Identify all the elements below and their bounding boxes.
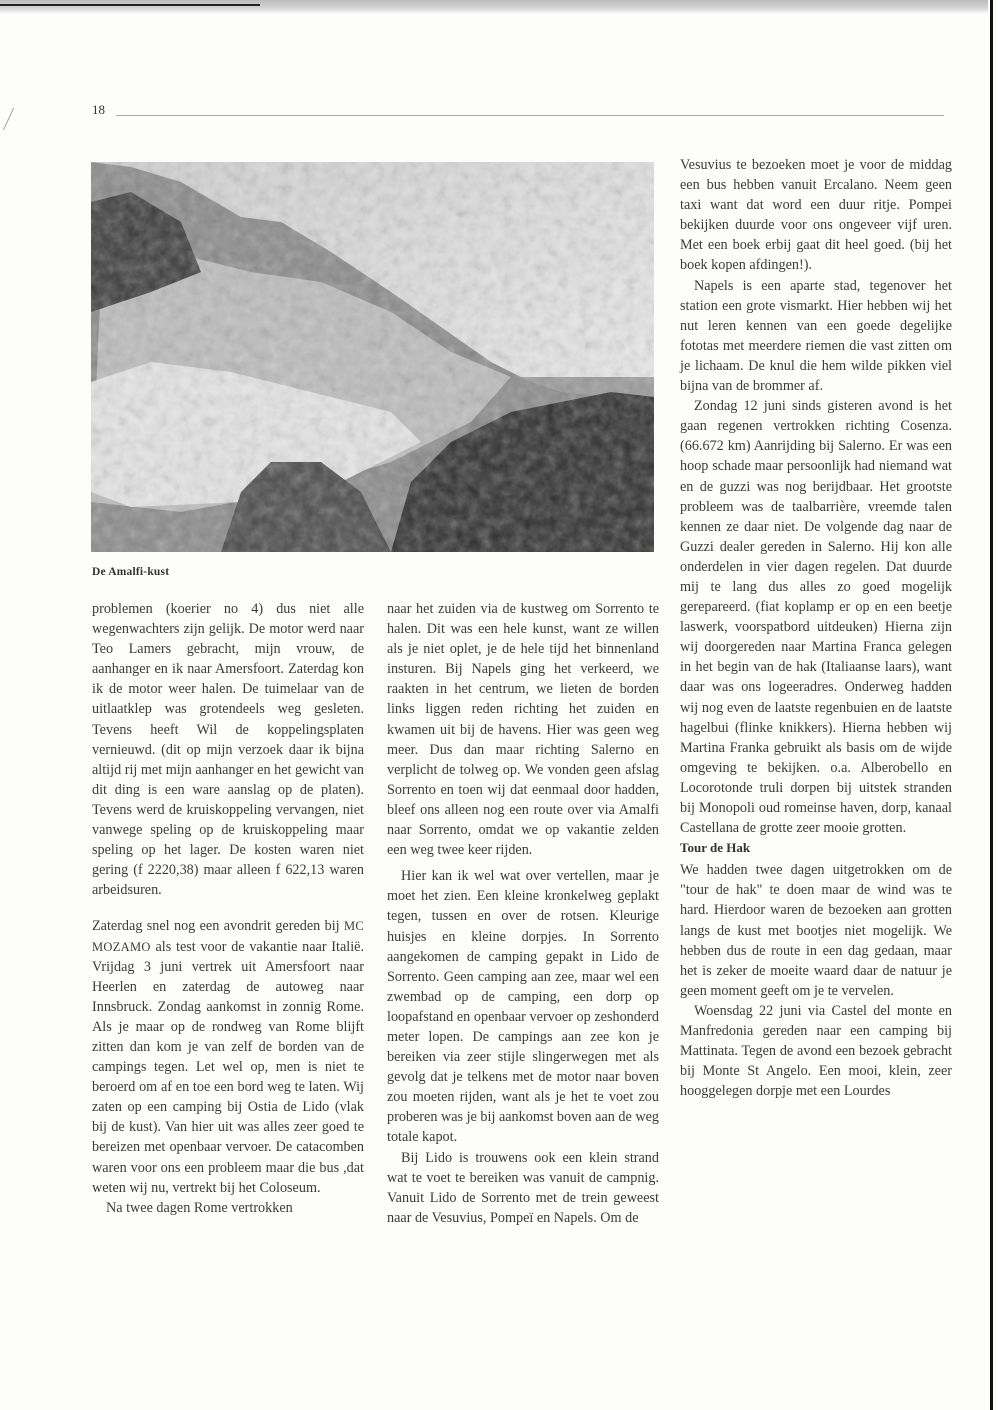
paragraph: Napels is een aparte stad, tegenover het station een grote vismarkt. Hier hebben wij het nut leren kennen van een goede degelijke fototas met meerdere riemen die vast zitten om je lichaam. De knul die hem wilde pikken viel bijna van de brommer af. bbox=[680, 277, 952, 395]
paragraph: Vesuvius te bezoeken moet je voor de middag een bus hebben vanuit Ercalano. Neem geen taxi want dat word een duur ritje. Pompei bekijken duurde voor ons ongeveer vijf uren. Met een boek erbij gaat dit heel goed. (bij het boek kopen afdingen!). bbox=[680, 157, 952, 274]
text-span: als test voor de vakantie naar Italië. Vrijdag 3 juni vertrek uit Amersfoort naar Heerlen en zaterdag de autoweg naar Innsbruck. Zondag aankomst in zonnig Rome. Als je maar op de rondweg van Rome blijft zitten dan kom je van zelf de borden van de campings tegen. Let wel op, men is niet te beroerd om af en toe een bord weg te laten. Wij zaten op een camping bij Ostia de Lido (vlak bij de kust). Van hier uit was alles zeer goed te bereizen met openbaar vervoer. De catacomben waren voor ons een probleem maar die bus ,dat weten wij nu, vertrekt bij het Coloseum. bbox=[92, 938, 364, 1196]
amalfi-coast-photo bbox=[91, 162, 654, 552]
text-span: Zaterdag snel nog een avondrit gereden bij bbox=[92, 918, 344, 935]
scan-mark bbox=[0, 108, 14, 130]
paragraph: Zondag 12 juni sinds gisteren avond is het gaan regenen vertrokken richting Cosenza. (66.672 km) Aanrijding bij Salerno. Er was een hoop schade maar persoonlijk had niemand wat en de guzzi was nog berijdbaar. Het grootste probleem was de taalbarrière, vreemde talen kennen ze daar niet. De volgende dag naar de Guzzi dealer gereden in Salerno. Hij kon alle onderdelen in vier dagen regelen. Dat duurde mij te lang dus alles zo goed mogelijk gerepareerd. (fiat koplamp er op en een beetje laswerk, voorspatbord uitdeuken) Hierna zijn wij doorgereden naar Martina Franca gelegen in het begin van de hak (Italiaanse laars), want daar was ons logeeradres. Onderweg hadden wij nog even de laatste regenbuien en de laatste hagelbui (flinke knikkers). Hierna hebben wij Martina Franka gebruikt als basis om de wijde omgeving te bekijken. o.a. Alberobello en Locorotonde truli dorpen bij uitstek stranden bij Monopoli oud romeinse haven, dorp, kanaal Castellana de grotte zeer mooie grotten. bbox=[680, 398, 952, 837]
photo-caption: De Amalfi-kust bbox=[92, 566, 170, 578]
header-rule bbox=[116, 115, 944, 116]
paragraph: Hier kan ik wel wat over vertellen, maar je moet het zien. Een kleine kronkelweg geplakt tegen, tussen en over de rotsen. Kleurige huisjes en kleine dorpjes. In Sorrento aangekomen de camping gepakt in Lido de Sorrento. Geen camping aan zee, maar wel een zwembad op de camping, een dorp op loopafstand en openbaar vervoer op zeshonderd meter lopen. De campings aan zee kon je bereiken via zeer stijle slingerwegen met als gevolg dat je telkens met de motor naar boven zou moeten rijden, want als je het te voet zou proberen was je bij aankomst boven aan de weg totale kapot. bbox=[387, 868, 659, 1146]
paragraph: problemen (koerier no 4) dus niet alle wegenwachters zijn gelijk. De motor werd naar Teo Lamers gebracht, mijn vrouw, de aanhanger en ik naar Amersfoort. Zaterdag kon ik de motor weer halen. De tuimelaar van de uitlaatklep was grotendeels weg gesleten. Tevens heeft Wil de koppelingsplaten vernieuwd. (dit op mijn verzoek daar ik bijna altijd rij met mijn aanhanger en het gewicht van dit ding is een ware aanslag op de platen). Tevens werd de kruiskoppeling vervangen, niet vanwege speling op de kruiskoppeling maar speling op het lager. De kosten waren niet gering (f 2220,38) maar alleen f 622,13 waren arbeidsuren. bbox=[92, 601, 364, 899]
scan-edge-right bbox=[990, 0, 993, 1410]
text-column-right bbox=[680, 155, 952, 1101]
scan-artifact-line bbox=[0, 4, 260, 6]
club-name: MC MOZAMO bbox=[92, 919, 364, 954]
paragraph: Woensdag 22 juni via Castel del monte en Manfredonia gereden naar een camping bij Mattinata. Tegen de avond een bezoek gebracht bij Monte St Angelo. Een mooi, klein, zeer hooggelegen dorpje met een Lourdes bbox=[680, 1002, 952, 1100]
paragraph: Bij Lido is trouwens ook een klein strand wat te voet te bereiken was vanuit de campnig. Vanuit Lido de Sorrento met de trein geweest naar de Vesuvius, Pompeï en Napels. Om de bbox=[387, 1149, 659, 1226]
paragraph: We hadden twee dagen uitgetrokken om de "tour de hak" te doen maar de wind was te hard. Hierdoor waren de bezoeken aan grotten langs de kust met bootjes niet mogelijk. We hebben dus de route in een dag gedaan, maar het is zeker de moeite waard daar de natuur je geen moment geeft om je te vervelen. bbox=[680, 862, 952, 999]
text-column-left bbox=[92, 599, 364, 1218]
page-number: 18 bbox=[92, 102, 105, 117]
paragraph: Na twee dagen Rome vertrokken bbox=[106, 1199, 293, 1216]
section-heading: Tour de Hak bbox=[680, 840, 751, 856]
paragraph: naar het zuiden via de kustweg om Sorrento te halen. Dit was een hele kunst, want ze willen als je niet oplet, je de hele tijd het binnenland insturen. Bij Napels ging het verkeerd, we raakten in het centrum, we lieten de borden links liggen reden richting het zuiden en kwamen uit bij de havens. Hier was geen weg meer. Dus dan maar richting Salerno en verplicht de tolweg op. We vonden geen afslag Sorrento en toen wij dat eenmaal door hadden, bleef ons alleen nog een route over via Amalfi naar Sorrento, omdat we op vakantie zelden een weg twee keer rijden. bbox=[387, 601, 659, 859]
photo-image bbox=[91, 162, 654, 552]
scan-edge-top bbox=[0, 0, 988, 14]
text-column-middle bbox=[387, 599, 659, 1228]
page-header bbox=[92, 102, 944, 122]
paragraph bbox=[92, 916, 364, 1197]
